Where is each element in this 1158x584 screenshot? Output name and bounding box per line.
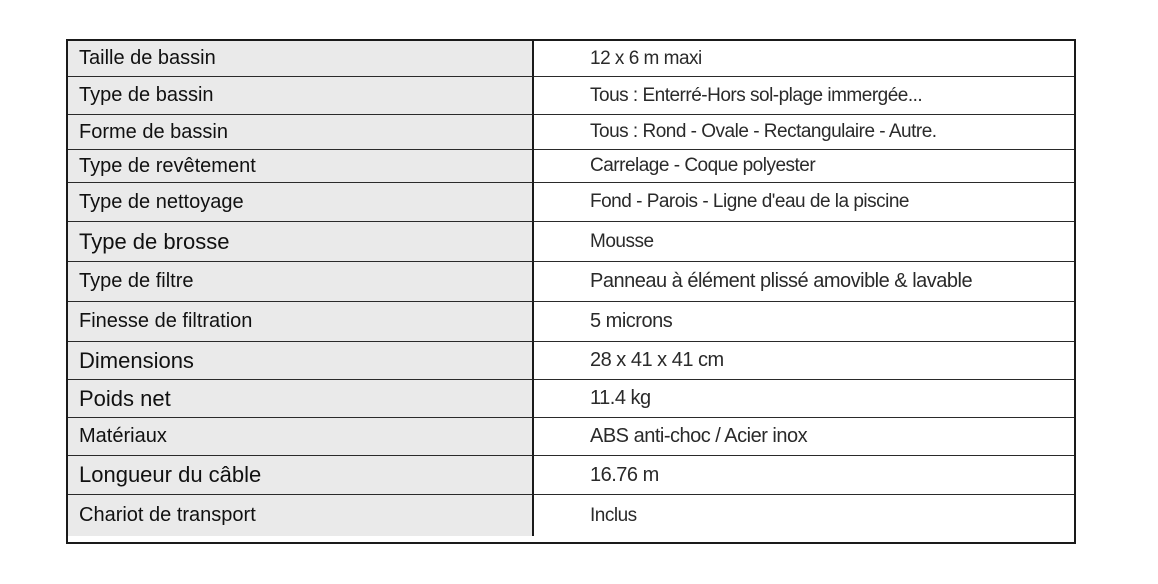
spec-value: 12 x 6 m maxi <box>534 41 1074 77</box>
spec-value: 5 microns <box>534 302 1074 342</box>
spec-value: Inclus <box>534 495 1074 536</box>
spec-label: Forme de bassin <box>68 115 534 150</box>
spec-value: Tous : Rond - Ovale - Rectangulaire - Autre. <box>534 115 1074 150</box>
spec-label: Finesse de filtration <box>68 302 534 342</box>
spec-label: Type de bassin <box>68 77 534 115</box>
spec-value: 16.76 m <box>534 456 1074 495</box>
spec-value: 28 x 41 x 41 cm <box>534 342 1074 380</box>
spec-value: ABS anti-choc / Acier inox <box>534 418 1074 456</box>
spec-label: Matériaux <box>68 418 534 456</box>
spec-value: Panneau à élément plissé amovible & lavable <box>534 262 1074 302</box>
spec-value: Tous : Enterré-Hors sol-plage immergée... <box>534 77 1074 115</box>
spec-value: Mousse <box>534 222 1074 262</box>
spec-label: Type de brosse <box>68 222 534 262</box>
spec-label: Taille de bassin <box>68 41 534 77</box>
spec-label: Longueur du câble <box>68 456 534 495</box>
spec-label: Type de revêtement <box>68 150 534 183</box>
spec-value: 11.4 kg <box>534 380 1074 418</box>
spec-label: Poids net <box>68 380 534 418</box>
spec-table <box>66 39 1076 544</box>
spec-label: Dimensions <box>68 342 534 380</box>
spec-label: Type de nettoyage <box>68 183 534 222</box>
spec-value: Fond - Parois - Ligne d'eau de la piscine <box>534 183 1074 222</box>
spec-label: Chariot de transport <box>68 495 534 536</box>
spec-label: Type de filtre <box>68 262 534 302</box>
spec-value: Carrelage - Coque polyester <box>534 150 1074 183</box>
